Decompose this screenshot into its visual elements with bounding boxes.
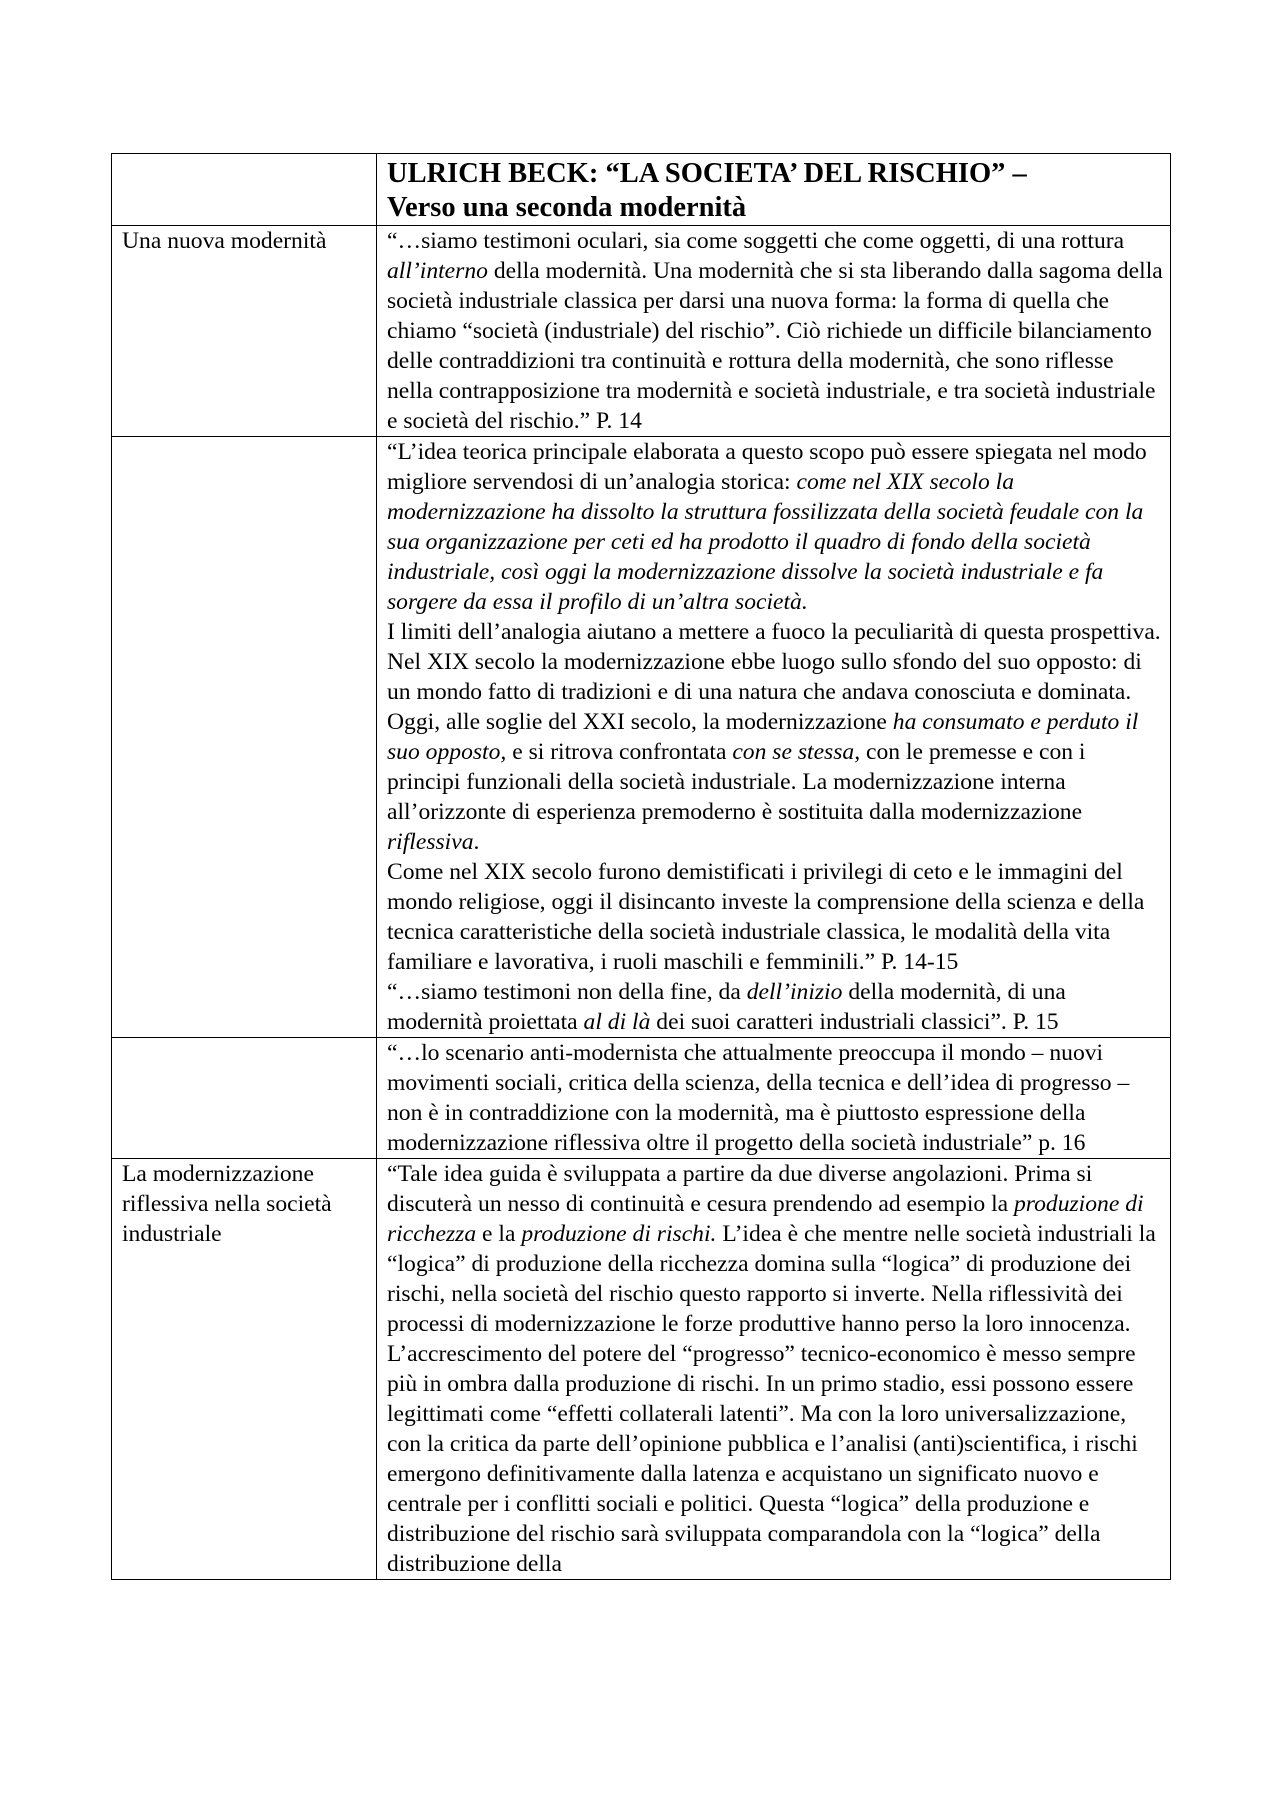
italic-text: produzione di rischi. bbox=[521, 1221, 717, 1247]
row-label-cell bbox=[112, 226, 377, 437]
paragraph bbox=[387, 617, 1164, 857]
text-run: L’idea è che mentre nelle società industriali la “logica” di produzione della ricchezza domina sulla “logica” di produzione dei rischi, nella società del rischio questo rapporto si inverte. Nella riflessività dei processi di modernizzazione le forze produttive hanno perso la loro innocenza. L’accrescimento del potere del “progresso” tecnico-economico è messo sempre più in ombra dalla produzione di rischi. In un primo stadio, essi possono essere legittimati come “effetti collaterali latenti”. Ma con la loro universalizzazione, con la critica da parte dell’opinione pubblica e l’analisi (anti)scientifica, i rischi emergono definitivamente dalla latenza e acquistano un significato nuovo e centrale per i conflitti sociali e politici. Questa “logica” della produzione e distribuzione del rischio sarà sviluppata comparandola con la “logica” della distribuzione della bbox=[387, 1221, 1156, 1577]
table-row bbox=[112, 226, 1171, 437]
row-content-cell bbox=[377, 1159, 1171, 1580]
document-subtitle: Verso una seconda modernità bbox=[387, 192, 747, 223]
italic-text: come nel XIX secolo la modernizzazione ha dissolto la struttura fossilizzata della società feudale con la sua organizzazione per ceti ed ha prodotto il quadro di fondo della società industriale, così oggi la modernizzazione dissolve la società industriale e fa sorgere da essa il profilo di un’altra società. bbox=[387, 469, 1144, 615]
row-content-cell bbox=[377, 1038, 1171, 1159]
row-label: La modernizzazione riflessiva nella società industriale bbox=[122, 1161, 332, 1247]
document-table bbox=[111, 153, 1171, 1580]
paragraph bbox=[387, 1159, 1164, 1579]
row-content-cell bbox=[377, 226, 1171, 437]
text-run: dei suoi caratteri industriali classici”. P. 15 bbox=[650, 1009, 1059, 1035]
header-empty-cell bbox=[112, 154, 377, 226]
italic-text: al di là bbox=[583, 1009, 651, 1035]
header-row bbox=[112, 154, 1171, 226]
table-row bbox=[112, 1038, 1171, 1159]
paragraph bbox=[387, 1038, 1164, 1158]
italic-text: produzione di ricchezza bbox=[387, 1191, 1144, 1247]
text-run: e la bbox=[476, 1221, 522, 1247]
text-run: della modernità, di una modernità proiettata bbox=[387, 979, 1066, 1035]
text-run: e si ritrova confrontata bbox=[506, 739, 733, 765]
text-run: “L’idea teorica principale elaborata a questo scopo può essere spiegata nel modo migliore servendosi di un’analogia storica: bbox=[387, 439, 1147, 495]
text-run: “…lo scenario anti-modernista che attualmente preoccupa il mondo – nuovi movimenti sociali, critica della scienza, della tecnica e dell’idea di progresso – non è in contraddizione con la modernità, ma è piuttosto espressione della modernizzazione riflessiva oltre il progetto della società industriale” p. 16 bbox=[387, 1040, 1130, 1156]
table-row bbox=[112, 1159, 1171, 1580]
row-label-cell bbox=[112, 1159, 377, 1580]
italic-text: all’interno bbox=[387, 258, 488, 284]
header-title-cell bbox=[377, 154, 1171, 226]
text-run: della modernità. Una modernità che si sta liberando dalla sagoma della società industriale classica per darsi una nuova forma: la forma di quella che chiamo “società (industriale) del rischio”. Ciò richiede un difficile bilanciamento delle contraddizioni tra continuità e rottura della modernità, che sono riflesse nella contrapposizione tra modernità e società industriale, e tra società industriale e società del rischio.” P. 14 bbox=[387, 258, 1163, 434]
text-run: . bbox=[473, 829, 480, 855]
row-label: Una nuova modernità bbox=[122, 228, 327, 254]
italic-text: riflessiva bbox=[387, 829, 474, 855]
text-run: con le premesse e con i principi funzionali della società industriale. La modernizzazione interna all’orizzonte di esperienza premoderno è sostituita dalla modernizzazione bbox=[387, 739, 1086, 825]
paragraph bbox=[387, 977, 1164, 1037]
text-run: “…siamo testimoni non della fine, da bbox=[387, 979, 747, 1005]
row-label-cell bbox=[112, 437, 377, 1038]
row-content-cell bbox=[377, 437, 1171, 1038]
paragraph bbox=[387, 226, 1164, 436]
paragraph bbox=[387, 437, 1164, 617]
text-run: Come nel XIX secolo furono demistificati i privilegi di ceto e le immagini del mondo religiose, oggi il disincanto investe la comprensione della scienza e della tecnica caratteristiche della società industriale classica, le modalità della vita familiare e lavorativa, i ruoli maschili e femminili.” P. 14-15 bbox=[387, 859, 1145, 975]
paragraph bbox=[387, 857, 1164, 977]
row-label-cell bbox=[112, 1038, 377, 1159]
text-run: “Tale idea guida è sviluppata a partire da due diverse angolazioni. Prima si discuterà un nesso di continuità e cesura prendendo ad esempio la bbox=[387, 1161, 1093, 1217]
document-title: ULRICH BECK: “LA SOCIETA’ DEL RISCHIO” – bbox=[387, 158, 1027, 189]
italic-text: con se stessa, bbox=[732, 739, 861, 765]
italic-text: dell’inizio bbox=[746, 979, 843, 1005]
text-run: “…siamo testimoni oculari, sia come soggetti che come oggetti, di una rottura bbox=[387, 228, 1125, 254]
table-row bbox=[112, 437, 1171, 1038]
text-run: I limiti dell’analogia aiutano a mettere a fuoco la peculiarità di questa prospettiva. Nel XIX secolo la modernizzazione ebbe luogo sullo sfondo del suo opposto: di un mondo fatto di tradizioni e di una natura che andava conosciuta e dominata. Oggi, alle soglie del XXI secolo, la modernizzazione bbox=[387, 619, 1161, 735]
italic-text: ha consumato e perduto il suo opposto, bbox=[387, 709, 1139, 765]
